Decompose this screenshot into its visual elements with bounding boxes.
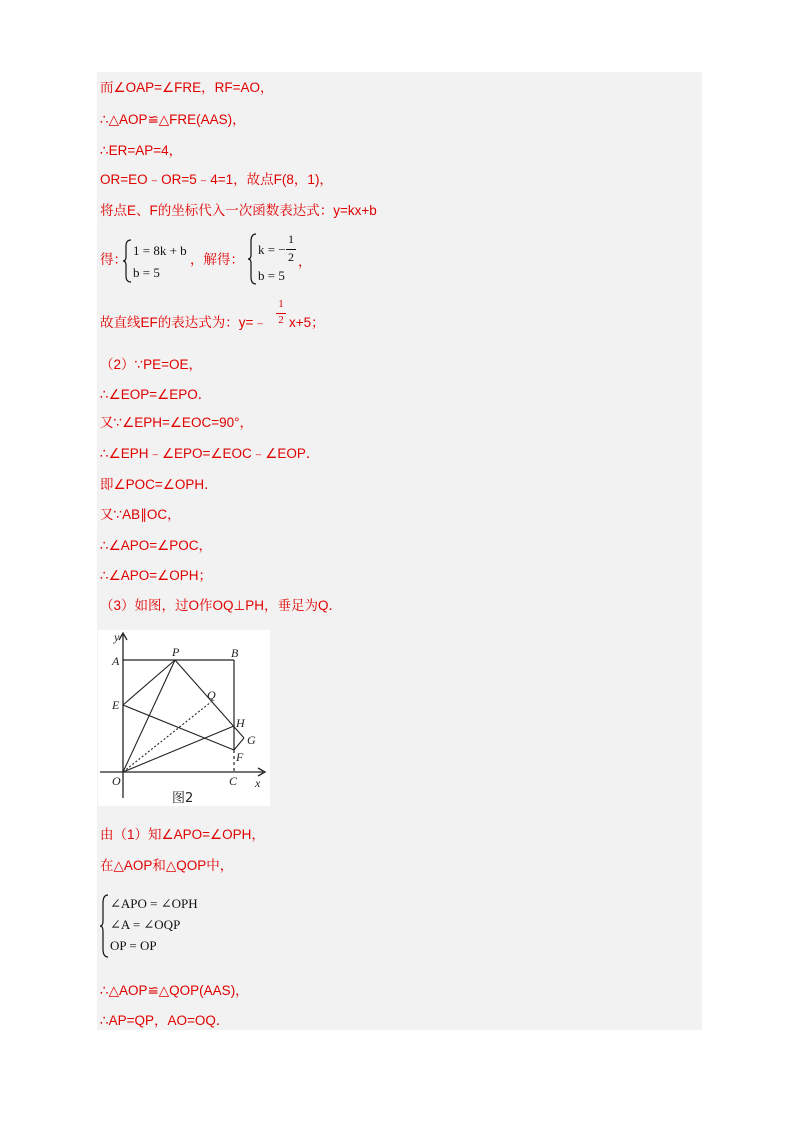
label-E: E <box>112 698 120 712</box>
line-15: ∴∠APO=∠OPH； <box>100 568 212 583</box>
label-G: G <box>247 733 256 747</box>
line-13: 又∵AB∥OC， <box>100 507 181 522</box>
label-C: C <box>229 774 238 788</box>
label-P: P <box>172 645 180 659</box>
label-A: A <box>112 654 120 668</box>
label-O: O <box>112 774 121 788</box>
system-3-row-3: OP = OP <box>110 938 157 953</box>
figure-svg <box>98 630 270 806</box>
brace-1 <box>123 238 133 284</box>
label-B: B <box>231 646 239 660</box>
figure-caption: 图2 <box>172 791 194 806</box>
line-12: 即∠POC=∠OPH． <box>100 477 218 492</box>
fraction-numerator: 1 <box>288 232 294 246</box>
line-17: 由（1）知∠APO=∠OPH， <box>100 827 265 842</box>
line-5: 将点E、F的坐标代入一次函数表达式：y=kx+b <box>100 203 377 218</box>
system-1-row-2: b = 5 <box>133 265 160 280</box>
line-3: ∴ER=AP=4， <box>100 143 183 158</box>
line-8: （2）∵PE=OE， <box>100 357 202 372</box>
segment-FG <box>234 738 244 750</box>
fraction-denominator: 2 <box>288 250 294 264</box>
system-1-row-1: 1 = 8k + b <box>133 243 187 258</box>
system-2-row-2: b = 5 <box>258 268 285 283</box>
line-7-denominator: 2 <box>278 314 284 326</box>
line-19: ∴△AOP≌△QOP(AAS)， <box>100 983 249 998</box>
line-2: ∴△AOP≌△FRE(AAS)， <box>100 112 246 127</box>
line-7-post: x+5； <box>289 315 325 330</box>
line-7-pre: 故直线EF的表达式为：y=﹣ <box>100 315 267 330</box>
label-y: y <box>114 630 120 644</box>
segment-EP <box>123 660 175 705</box>
line-9: ∴∠EOP=∠EPO． <box>100 387 212 402</box>
line-16: （3）如图，过O作OQ⊥PH，垂足为Q． <box>100 598 343 613</box>
line-6-jie: ，解得： <box>190 252 244 267</box>
segment-OQ-dashed <box>123 702 211 772</box>
segment-OH <box>123 726 234 772</box>
label-Q: Q <box>207 688 216 702</box>
system-2-row-1: k = − <box>258 242 286 257</box>
line-14: ∴∠APO=∠POC， <box>100 538 212 553</box>
line-6-tail: ， <box>298 254 312 269</box>
label-x: x <box>255 776 261 790</box>
line-10: 又∵∠EPH=∠EOC=90°， <box>100 415 253 430</box>
line-18: 在△AOP和△QOP中， <box>100 858 234 873</box>
brace-2 <box>248 232 258 286</box>
line-4: OR=EO﹣OR=5﹣4=1，故点F(8，1)， <box>100 172 333 187</box>
label-H: H <box>236 716 245 730</box>
brace-3 <box>100 893 110 959</box>
system-3-row-2: ∠A = ∠OQP <box>110 917 181 932</box>
line-1: 而∠OAP=∠FRE，RF=AO， <box>100 80 274 95</box>
line-20: ∴AP=QP，AO=OQ． <box>100 1013 230 1028</box>
geometry-figure <box>98 630 270 806</box>
line-7-numerator: 1 <box>278 298 284 310</box>
system-3-row-1: ∠APO = ∠OPH <box>110 896 198 911</box>
segment-EF <box>123 705 234 750</box>
line-11: ∴∠EPH﹣∠EPO=∠EOC﹣∠EOP． <box>100 446 320 461</box>
label-F: F <box>236 750 244 764</box>
line-6-de: 得： <box>100 252 127 267</box>
